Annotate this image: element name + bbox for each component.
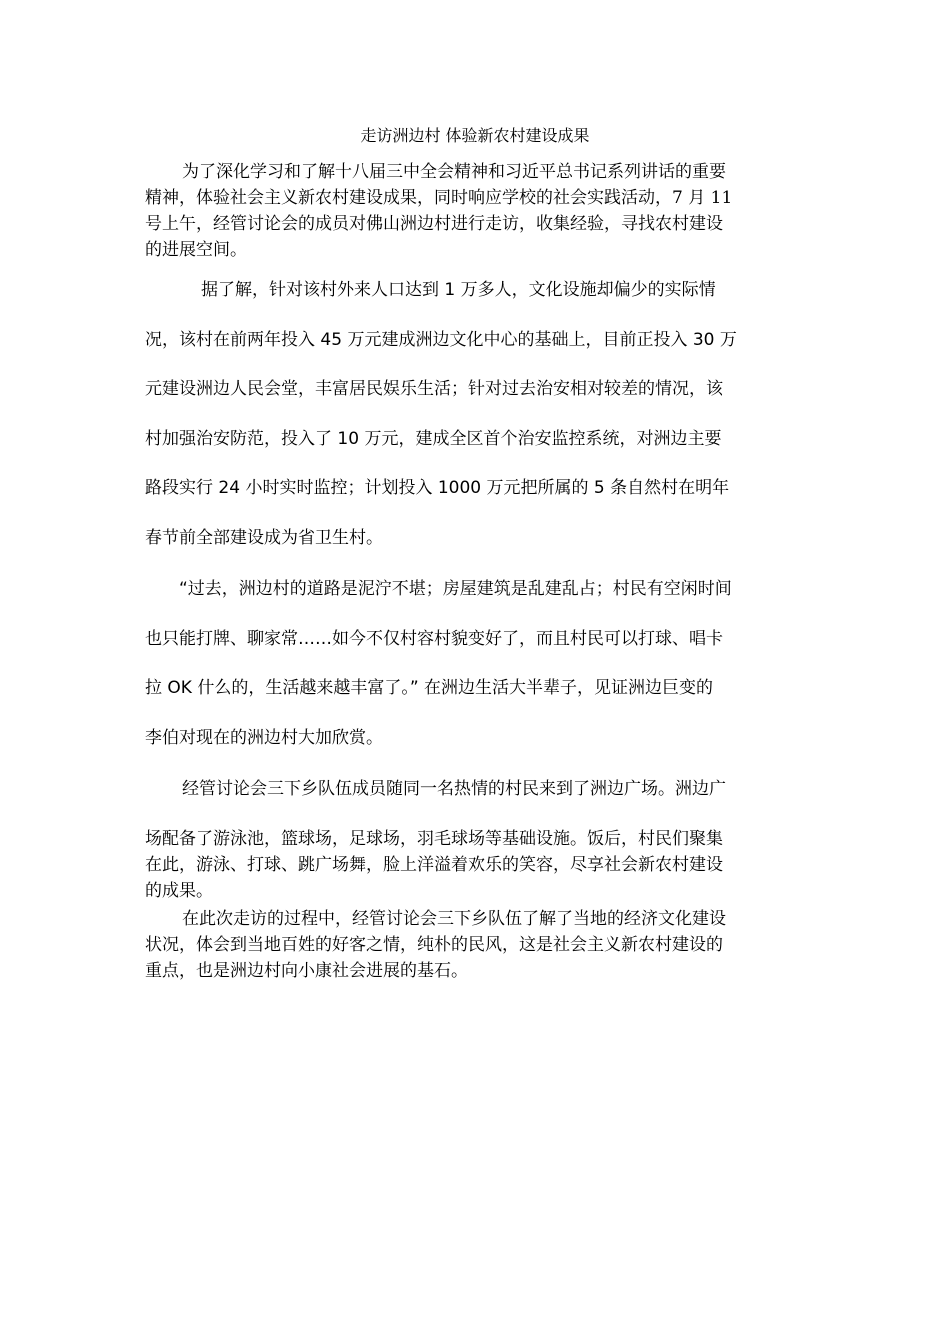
paragraph-quote <box>145 565 805 763</box>
paragraph-line: 精神，体验社会主义新农村建设成果，同时响应学校的社会实践活动，7 月 11 <box>145 188 733 208</box>
paragraph-plaza-continued <box>145 852 805 904</box>
paragraph-line: 据了解，针对该村外来人口达到 1 万多人，文化设施却偏少的实际情 <box>201 280 716 300</box>
paragraph-line: 元建设洲边人民会堂，丰富居民娱乐生活；针对过去治安相对较差的情况，该 <box>145 379 723 399</box>
paragraph-line: 况，该村在前两年投入 45 万元建成洲边文化中心的基础上，目前正投入 30 万 <box>145 329 737 350</box>
paragraph-conclusion <box>145 906 805 984</box>
paragraph-line: 经管讨论会三下乡队伍成员随同一名热情的村民来到了洲边广场。洲边广 <box>182 779 726 799</box>
paragraph-line: 在此次走访的过程中，经管讨论会三下乡队伍了解了当地的经济文化建设 <box>182 909 726 929</box>
paragraph-line-serif-part: 游泳池，篮球场，足球场，羽毛球场等基础设施。饭后，村民们聚集 <box>213 828 723 849</box>
paragraph-line: 在此，游泳、打球、跳广场舞，脸上洋溢着欢乐的笑容，尽享社会新农村建设 <box>145 855 723 875</box>
paragraph-line: 李伯对现在的洲边村大加欣赏。 <box>145 727 383 748</box>
paragraph-line: 也只能打牌、聊家常……如今不仅村容村貌变好了，而且村民可以打球、唱卡 <box>145 628 723 649</box>
paragraph-line: 的成果。 <box>145 881 213 901</box>
paragraph-line: 号上午，经管讨论会的成员对佛山洲边村进行走访，收集经验，寻找农村建设 <box>145 214 723 234</box>
paragraph-line: 的进展空间。 <box>145 240 247 260</box>
paragraph-line: 状况，体会到当地百姓的好客之情，纯朴的民风，这是社会主义新农村建设的 <box>145 935 723 955</box>
paragraph-line-sans-part: 场配备了 <box>145 828 213 849</box>
paragraph-line: “过去，洲边村的道路是泥泞不堪；房屋建筑是乱建乱占；村民有空闲时间 <box>179 579 732 599</box>
paragraph-plaza <box>145 765 805 864</box>
paragraph-line: 重点，也是洲边村向小康社会进展的基石。 <box>145 961 468 981</box>
paragraph-line: 路段实行 24 小时实时监控；计划投入 1000 万元把所属的 5 条自然村在明年 <box>145 478 730 498</box>
paragraph-intro <box>145 159 805 263</box>
paragraph-line: 春节前全部建设成为省卫生村。 <box>145 527 383 548</box>
paragraph-line: 拉 OK 什么的，生活越来越丰富了。” 在洲边生活大半辈子，见证洲边巨变的 <box>145 678 714 698</box>
paragraph-line: 为了深化学习和了解十八届三中全会精神和习近平总书记系列讲话的重要 <box>182 162 726 182</box>
paragraph-investment <box>145 266 805 563</box>
paragraph-line: 村加强治安防范，投入了 10 万元，建成全区首个治安监控系统，对洲边主要 <box>145 428 722 449</box>
document-title: 走访洲边村 体验新农村建设成果 <box>360 126 590 145</box>
